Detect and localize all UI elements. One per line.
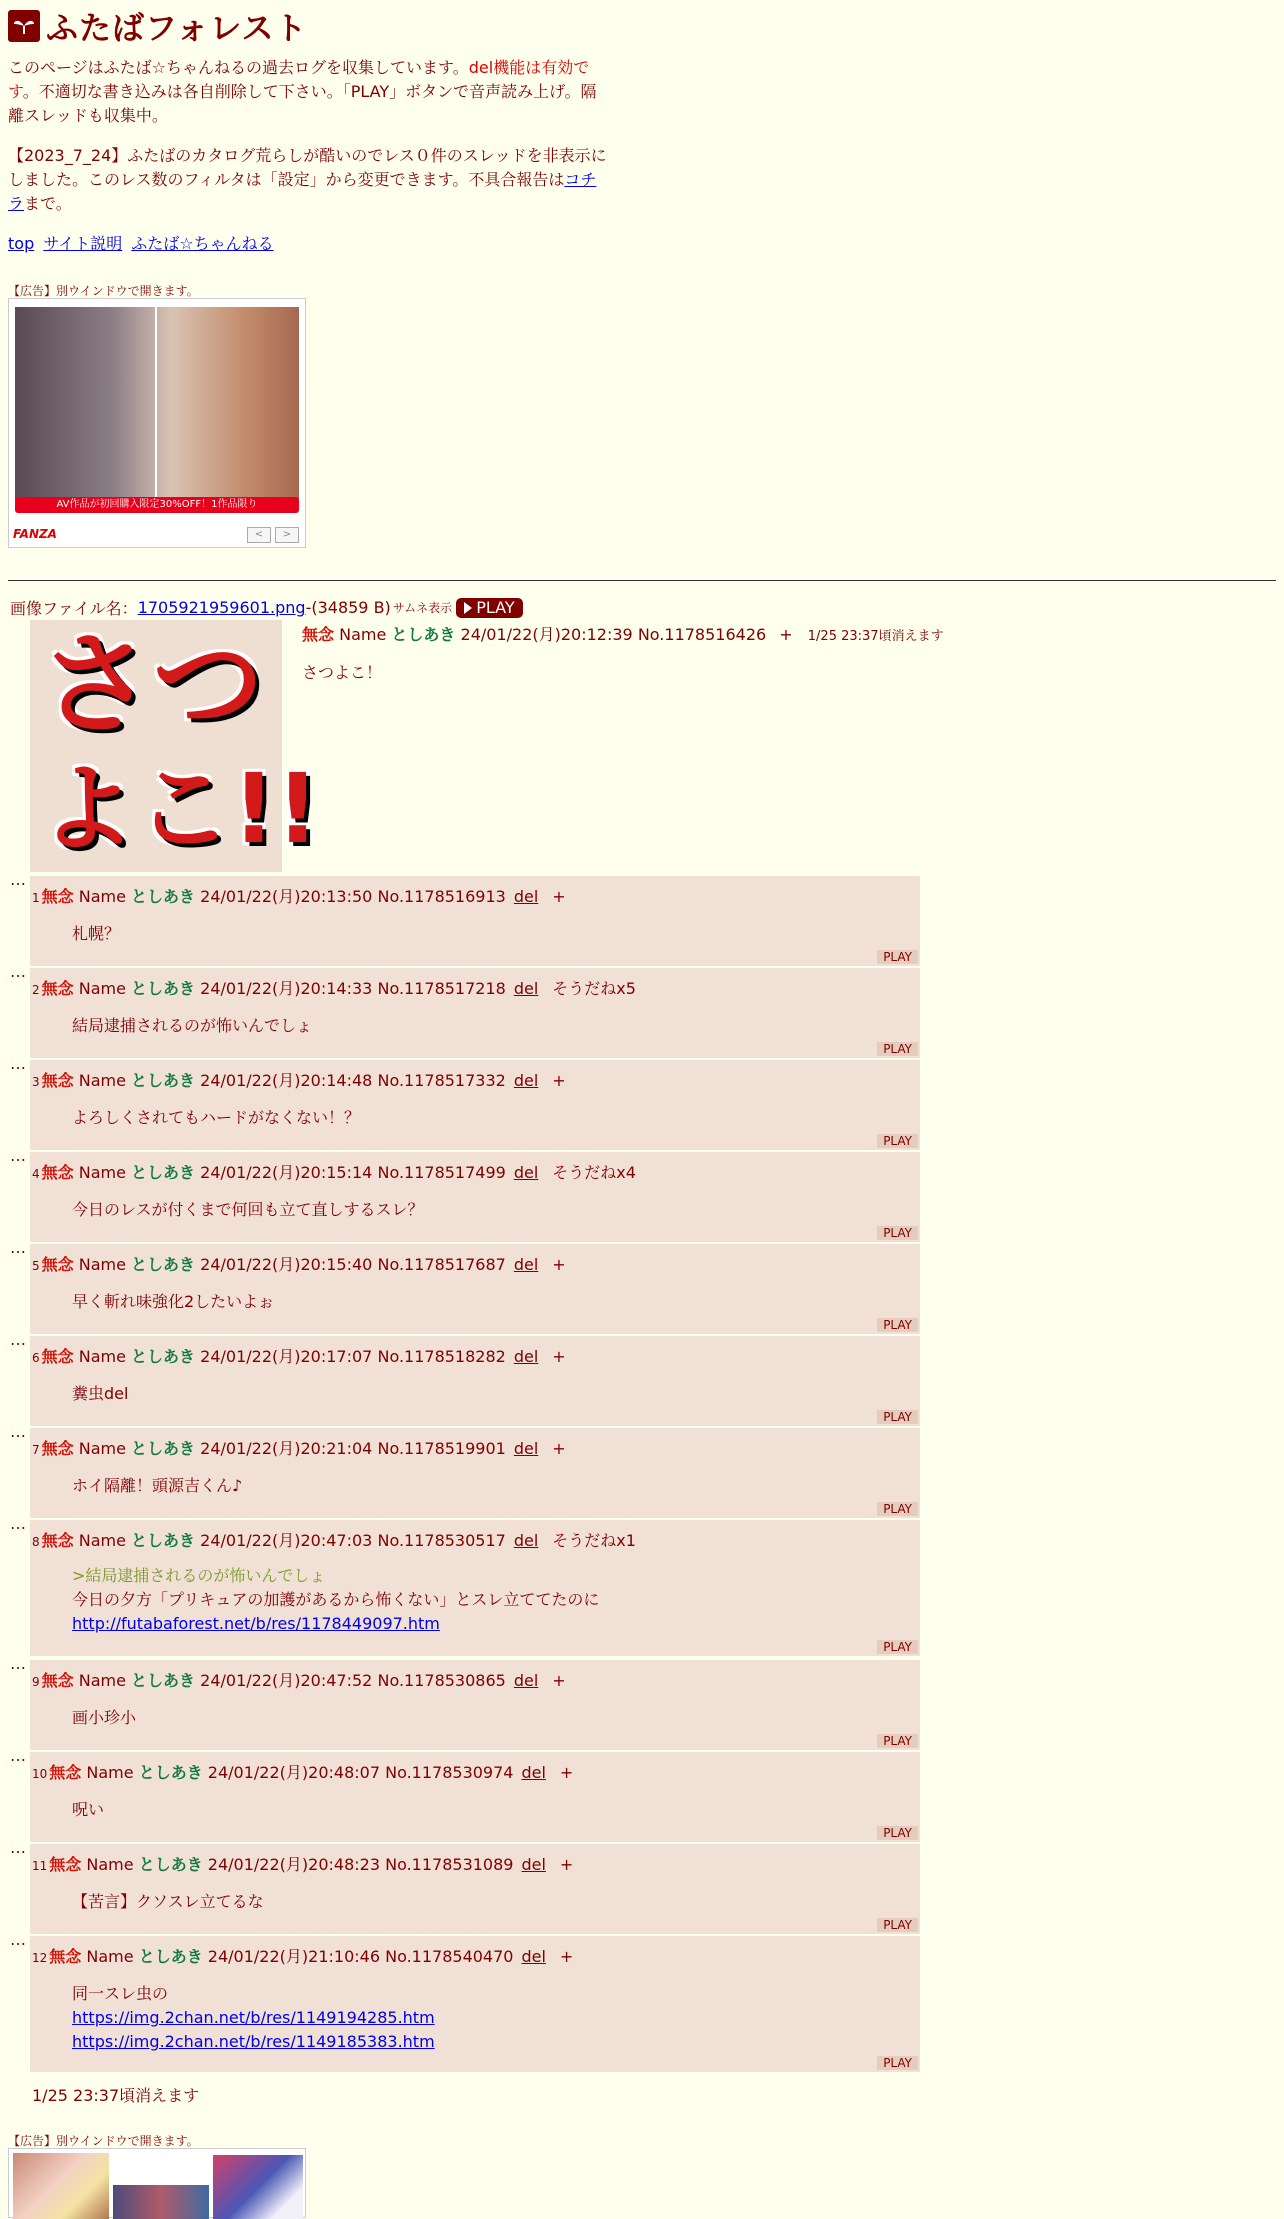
leaf-logo-icon — [8, 10, 40, 42]
reply-header: 9 無念 Name としあき 24/01/22(月)20:47:52 No.1178530865 del + — [32, 1671, 566, 1690]
post-number[interactable]: No.1178517332 — [377, 1071, 506, 1090]
reply-text: 呪い — [72, 1800, 105, 1819]
reply-menu-icon[interactable]: … — [10, 1746, 26, 1765]
reply-play-button[interactable]: PLAY — [877, 1734, 918, 1748]
reply-text: 札幌？ — [72, 924, 121, 943]
reply-row — [8, 1654, 922, 1750]
reply-text: 今日の夕方「プリキュアの加護があるから怖くない」とスレ立ててたのに — [72, 1590, 600, 1609]
reply-row — [8, 962, 922, 1058]
reply-index: 12 — [32, 1951, 48, 1965]
reply-play-button[interactable]: PLAY — [877, 1042, 918, 1056]
sodane-button[interactable]: + — [552, 1671, 566, 1690]
reply-body — [72, 1890, 264, 1914]
del-button[interactable]: del — [513, 1347, 539, 1366]
del-button[interactable]: del — [513, 1255, 539, 1274]
reply-row — [8, 1838, 922, 1934]
reply-text: 同一スレ虫の — [72, 1984, 169, 2003]
reply-body — [72, 1198, 424, 1222]
bug-report-link[interactable]: コチラ — [8, 170, 597, 213]
reply-box — [30, 1428, 920, 1518]
ad-note: 【広告】別ウインドウで開きます。 — [8, 284, 199, 298]
nav-futaba-link[interactable]: ふたば☆ちゃんねる — [131, 234, 274, 253]
ad-next-button[interactable]: > — [275, 527, 299, 543]
reply-row — [8, 1422, 922, 1518]
reply-play-button[interactable]: PLAY — [877, 2056, 918, 2070]
reply-text: 今日のレスが付くまで何回も立て直しするスレ？ — [72, 1200, 424, 1219]
play-icon — [464, 602, 472, 614]
sodane-button[interactable]: + — [552, 1071, 566, 1090]
sodane-button[interactable]: + — [559, 1763, 574, 1782]
reply-text: よろしくされてもハードがなくない！？ — [72, 1108, 361, 1127]
reply-text: 画小珍小 — [72, 1708, 137, 1727]
thread-thumbnail[interactable]: さつ よこ!! — [30, 620, 282, 872]
divider — [8, 580, 1276, 581]
op-body: さつよこ！ — [302, 663, 383, 682]
reply-menu-icon[interactable]: … — [10, 1838, 26, 1857]
reply-menu-icon[interactable]: … — [10, 962, 26, 981]
reply-row — [8, 1930, 922, 2072]
post-number[interactable]: No.1178517499 — [377, 1163, 506, 1182]
sodane-button[interactable]: + — [552, 1255, 566, 1274]
ad-note-bottom: 【広告】別ウインドウで開きます。 — [8, 2134, 199, 2148]
reply-play-button[interactable]: PLAY — [877, 1318, 918, 1332]
post-number[interactable]: No.1178518282 — [377, 1347, 506, 1366]
reply-text: 糞虫del — [72, 1384, 129, 1403]
reply-play-button[interactable]: PLAY — [877, 1826, 918, 1840]
post-number[interactable]: No.1178516913 — [377, 887, 506, 906]
op-header: 無念 Name としあき 24/01/22(月)20:12:39 No.1178516426 + 1/25 23:37頃消えます — [302, 625, 944, 644]
reply-play-button[interactable]: PLAY — [877, 1502, 918, 1516]
del-button[interactable]: del — [521, 1947, 546, 1966]
nav-about-link[interactable]: サイト説明 — [43, 234, 123, 253]
post-number[interactable]: No.1178530974 — [385, 1763, 514, 1782]
reply-header: 12 無念 Name としあき 24/01/22(月)21:10:46 No.1178540470 del + — [32, 1947, 574, 1966]
reply-menu-icon[interactable]: … — [10, 1514, 26, 1533]
reply-box — [30, 1152, 920, 1242]
reply-header: 4 無念 Name としあき 24/01/22(月)20:15:14 No.1178517499 del そうだねx4 — [32, 1163, 636, 1182]
reply-index: 1 — [32, 891, 40, 905]
post-number[interactable]: No.1178519901 — [377, 1439, 506, 1458]
ad-banner[interactable] — [8, 298, 306, 548]
post-number[interactable]: No.1178530865 — [377, 1671, 506, 1690]
reply-header: 2 無念 Name としあき 24/01/22(月)20:14:33 No.1178517218 del そうだねx5 — [32, 979, 636, 998]
thumb-toggle[interactable]: サムネ表示 — [392, 601, 453, 615]
site-title[interactable]: ふたばフォレスト — [46, 9, 308, 47]
reply-link[interactable]: https://img.2chan.net/b/res/1149185383.htm — [72, 2032, 435, 2051]
reply-index: 10 — [32, 1767, 48, 1781]
post-number[interactable]: No.1178530517 — [377, 1531, 506, 1550]
reply-text: ホイ隔離！頭源吉くん♪ — [72, 1476, 243, 1495]
reply-link[interactable]: http://futabaforest.net/b/res/1178449097.htm — [72, 1614, 440, 1633]
del-button[interactable]: del — [513, 1671, 539, 1690]
reply-body — [72, 1014, 312, 1038]
reply-header: 1 無念 Name としあき 24/01/22(月)20:13:50 No.1178516913 del + — [32, 887, 566, 906]
del-button[interactable]: del — [521, 1763, 546, 1782]
reply-header: 10 無念 Name としあき 24/01/22(月)20:48:07 No.1178530974 del + — [32, 1763, 574, 1782]
reply-link[interactable]: https://img.2chan.net/b/res/1149194285.htm — [72, 2008, 435, 2027]
reply-index: 3 — [32, 1075, 40, 1089]
reply-play-button[interactable]: PLAY — [877, 1226, 918, 1240]
reply-menu-icon[interactable]: … — [10, 1654, 26, 1673]
ad-image[interactable] — [213, 2155, 303, 2219]
ad-image[interactable] — [15, 307, 299, 499]
reply-row — [8, 1330, 922, 1426]
sodane-button[interactable]: そうだねx4 — [552, 1163, 636, 1182]
reply-text: 【苦言】クソスレ立てるな — [72, 1892, 264, 1911]
reply-box — [30, 968, 920, 1058]
ad-prev-button[interactable]: < — [247, 527, 271, 543]
post-number[interactable]: No.1178517687 — [377, 1255, 506, 1274]
reply-menu-icon[interactable]: … — [10, 870, 26, 889]
sodane-button[interactable]: そうだねx5 — [552, 979, 636, 998]
reply-index: 8 — [32, 1535, 40, 1549]
del-button[interactable]: del — [513, 1531, 539, 1550]
op-post-number[interactable]: No.1178516426 — [637, 625, 767, 644]
top-nav — [8, 232, 278, 256]
reply-menu-icon[interactable]: … — [10, 1146, 26, 1165]
reply-play-button[interactable]: PLAY — [877, 950, 918, 964]
ad-brand-logo: FANZA — [13, 527, 57, 541]
reply-box — [30, 1660, 920, 1750]
ad-strip[interactable]: AV作品が初回購入限定30%OFF！1作品限り — [15, 497, 299, 513]
reply-row — [8, 1514, 922, 1656]
sodane-button[interactable]: そうだねx1 — [552, 1531, 636, 1550]
reply-index: 11 — [32, 1859, 48, 1873]
site-header — [8, 6, 307, 46]
sodane-button[interactable]: + — [559, 1947, 574, 1966]
reply-menu-icon[interactable]: … — [10, 1238, 26, 1257]
reply-menu-icon[interactable]: … — [10, 1330, 26, 1349]
reply-play-button[interactable]: PLAY — [877, 1918, 918, 1932]
reply-body — [72, 1290, 274, 1314]
reply-box — [30, 876, 920, 966]
sodane-button[interactable]: + — [552, 1347, 566, 1366]
reply-header: 5 無念 Name としあき 24/01/22(月)20:15:40 No.1178517687 del + — [32, 1255, 566, 1274]
reply-box — [30, 1844, 920, 1934]
del-button[interactable]: del — [521, 1855, 546, 1874]
reply-header: 8 無念 Name としあき 24/01/22(月)20:47:03 No.1178530517 del そうだねx1 — [32, 1531, 636, 1550]
reply-box — [30, 1336, 920, 1426]
del-button[interactable]: del — [513, 979, 539, 998]
post-number[interactable]: No.1178540470 — [385, 1947, 514, 1966]
file-link[interactable]: 1705921959601.png — [137, 598, 306, 617]
reply-body — [72, 1564, 599, 1636]
del-button[interactable]: del — [513, 1439, 539, 1458]
sodane-button[interactable]: + — [552, 1439, 566, 1458]
ad-banner-bottom[interactable] — [8, 2148, 306, 2218]
reply-play-button[interactable]: PLAY — [877, 1410, 918, 1424]
del-button[interactable]: del — [513, 1071, 539, 1090]
del-button[interactable]: del — [513, 1163, 539, 1182]
expire-notice: 1/25 23:37頃消えます — [32, 2086, 200, 2105]
reply-box — [30, 1752, 920, 1842]
op-sodane-button[interactable]: + — [779, 625, 793, 644]
reply-body — [72, 1706, 136, 1730]
reply-index: 4 — [32, 1167, 40, 1181]
ad-image[interactable] — [113, 2185, 209, 2219]
reply-box — [30, 1936, 920, 2072]
post-number[interactable]: No.1178531089 — [385, 1855, 514, 1874]
reply-header: 11 無念 Name としあき 24/01/22(月)20:48:23 No.1178531089 del + — [32, 1855, 574, 1874]
reply-row — [8, 1746, 922, 1842]
reply-header: 7 無念 Name としあき 24/01/22(月)20:21:04 No.1178519901 del + — [32, 1439, 566, 1458]
reply-text: 早く斬れ味強化2したいよぉ — [72, 1292, 275, 1311]
reply-box — [30, 1244, 920, 1334]
reply-text: 結局逮捕されるのが怖いんでしょ — [72, 1016, 313, 1035]
reply-body — [72, 1382, 128, 1406]
reply-row — [8, 1146, 922, 1242]
play-button[interactable]: PLAY — [456, 598, 522, 618]
ad-image[interactable] — [13, 2153, 109, 2219]
reply-menu-icon[interactable]: … — [10, 1054, 26, 1073]
reply-row — [8, 870, 922, 966]
reply-index: 6 — [32, 1351, 40, 1365]
intro-text: このページはふたば☆ちゃんねるの過去ログを収集しています。del機能は有効です。不適切な書き込みは各自削除して下さい。「PLAY」ボタンで音声読み上げ。隔離スレッドも収集中。 — [8, 58, 597, 125]
nav-top-link[interactable]: top — [8, 234, 35, 253]
reply-body — [72, 1982, 435, 2054]
file-info: 画像ファイル名： 1705921959601.png -(34859 B) サムネ表示 PLAY — [10, 596, 523, 619]
reply-index: 5 — [32, 1259, 40, 1273]
reply-header: 6 無念 Name としあき 24/01/22(月)20:17:07 No.1178518282 del + — [32, 1347, 566, 1366]
post-number[interactable]: No.1178517218 — [377, 979, 506, 998]
reply-menu-icon[interactable]: … — [10, 1422, 26, 1441]
reply-body — [72, 922, 120, 946]
reply-body — [72, 1106, 360, 1130]
reply-index: 2 — [32, 983, 40, 997]
sodane-button[interactable]: + — [559, 1855, 574, 1874]
reply-row — [8, 1054, 922, 1150]
reply-index: 7 — [32, 1443, 40, 1457]
quote-text: >結局逮捕されるのが怖いんでしょ — [72, 1566, 326, 1585]
reply-header: 3 無念 Name としあき 24/01/22(月)20:14:48 No.1178517332 del + — [32, 1071, 566, 1090]
reply-menu-icon[interactable]: … — [10, 1930, 26, 1949]
sodane-button[interactable]: + — [552, 887, 566, 906]
del-button[interactable]: del — [513, 887, 539, 906]
reply-index: 9 — [32, 1675, 40, 1689]
reply-box — [30, 1060, 920, 1150]
notice-text: 【2023_7_24】ふたばのカタログ荒らしが酷いのでレス０件のスレッドを非表示にしました。このレス数のフィルタは「設定」から変更できます。不具合報告はコチラまで。 — [8, 146, 607, 213]
reply-body — [72, 1798, 104, 1822]
reply-box — [30, 1520, 920, 1656]
reply-play-button[interactable]: PLAY — [877, 1640, 918, 1654]
reply-play-button[interactable]: PLAY — [877, 1134, 918, 1148]
reply-row — [8, 1238, 922, 1334]
reply-body — [72, 1474, 242, 1498]
